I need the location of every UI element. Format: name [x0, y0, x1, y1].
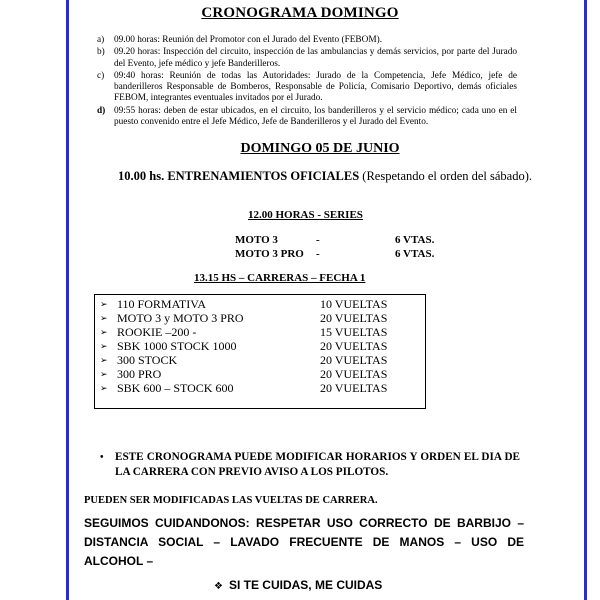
- schedule-item-text: 09.20 horas: Inspección del circuito, inspección de las ambulancias y demás servicios, por parte del Jurado del Evento, jefe médico y jefe Banderilleros.: [114, 47, 517, 69]
- bullet-icon: •: [100, 452, 104, 463]
- arrow-bullet-icon: ➢: [100, 341, 108, 351]
- series-dash: -: [316, 234, 320, 246]
- race-category: 300 STOCK: [117, 353, 178, 367]
- race-laps: 20 VUELTAS: [320, 367, 388, 381]
- schedule-item-letter: c): [97, 70, 105, 81]
- series-dash: -: [316, 248, 320, 260]
- schedule-item-text: 09:40 horas: Reunión de todas las Autoridades: Jurado de la Competencia, Jefe Médico, jefe de banderilleros Responsable de Bomberos, Responsable de Policía, Comisario Deportivo, demás oficiales FEBOM, integrantes eventuales invitados por el Jurado.: [114, 70, 517, 104]
- training-time: 10.00 hs. ENTRENAMIENTOS OFICIALES: [118, 169, 360, 183]
- day-title: DOMINGO 05 DE JUNIO: [240, 141, 400, 156]
- schedule-item: [97, 71, 517, 105]
- schedule-item-letter: d): [97, 105, 106, 116]
- races-table: [94, 294, 426, 409]
- schedule-list: [97, 35, 517, 129]
- race-row: [100, 311, 420, 325]
- race-category: SBK 1000 STOCK 1000: [117, 339, 237, 353]
- arrow-bullet-icon: ➢: [100, 327, 108, 337]
- race-row: [100, 297, 420, 311]
- series-category: MOTO 3: [235, 234, 278, 246]
- race-row: [100, 339, 420, 353]
- race-laps: 20 VUELTAS: [320, 339, 388, 353]
- schedule-item-text: 09:55 horas: deben de estar ubicados, en el circuito, los banderilleros y el servicio médico; cada uno en el puesto convenido entre el Jefe Médico, Jefe de Banderilleros y el Jurado del Evento.: [114, 105, 517, 128]
- races-title: 13.15 HS – CARRERAS – FECHA 1: [194, 272, 366, 284]
- arrow-bullet-icon: ➢: [100, 313, 108, 323]
- arrow-bullet-icon: ➢: [100, 299, 108, 309]
- series-category: MOTO 3 PRO: [235, 248, 304, 260]
- diamond-bullet-icon: ❖: [214, 581, 223, 592]
- arrow-bullet-icon: ➢: [100, 369, 108, 379]
- series-laps: 6 VTAS.: [395, 248, 435, 260]
- closing-text: SI TE CUIDAS, ME CUIDAS: [228, 578, 383, 592]
- race-category: 110 FORMATIVA: [117, 297, 207, 311]
- race-laps: 20 VUELTAS: [320, 353, 388, 367]
- race-category: ROOKIE –200 -: [117, 325, 197, 339]
- arrow-bullet-icon: ➢: [100, 383, 108, 393]
- schedule-item-letter: b): [97, 47, 105, 58]
- race-category: SBK 600 – STOCK 600: [117, 381, 234, 395]
- health-reminder: SEGUIMOS CUIDANDONOS: RESPETAR USO CORRECTO DE BARBIJO – DISTANCIA SOCIAL – LAVADO FRECUENTE DE MANOS – USO DE ALCOHOL –: [84, 516, 524, 568]
- race-row: [100, 381, 420, 395]
- race-laps: 10 VUELTAS: [320, 297, 388, 311]
- document-title: CRONOGRAMA DOMINGO: [201, 5, 399, 21]
- race-row: [100, 353, 420, 367]
- schedule-item-text: 09.00 horas: Reunión del Promotor con el Jurado del Evento (FEBOM).: [114, 35, 383, 45]
- training-line: [118, 169, 532, 184]
- closing-line: [214, 578, 382, 592]
- race-row: [100, 367, 420, 381]
- schedule-item: [97, 35, 517, 46]
- race-laps: 20 VUELTAS: [320, 381, 388, 395]
- race-category: MOTO 3 y MOTO 3 PRO: [117, 311, 244, 325]
- race-laps: 15 VUELTAS: [320, 325, 388, 339]
- page-border-left: [66, 0, 69, 600]
- series-laps: 6 VTAS.: [395, 234, 435, 246]
- training-note: (Respetando el orden del sábado).: [359, 169, 533, 183]
- race-laps: 20 VUELTAS: [320, 311, 388, 325]
- race-category: 300 PRO: [117, 367, 162, 381]
- race-row: [100, 325, 420, 339]
- series-title: 12.00 HORAS - SERIES: [248, 209, 363, 221]
- page-border-right: [584, 0, 587, 600]
- schedule-item: [97, 47, 517, 70]
- schedule-item-letter: a): [97, 35, 105, 45]
- arrow-bullet-icon: ➢: [100, 355, 108, 365]
- schedule-item: [97, 106, 517, 129]
- notice-text: ESTE CRONOGRAMA PUEDE MODIFICAR HORARIOS Y ORDEN EL DIA DE LA CARRERA CON PREVIO AVISO A LOS PILOTOS.: [115, 451, 520, 478]
- laps-note: PUEDEN SER MODIFICADAS LAS VUELTAS DE CARRERA.: [84, 495, 378, 506]
- schedule-change-notice: [100, 450, 520, 480]
